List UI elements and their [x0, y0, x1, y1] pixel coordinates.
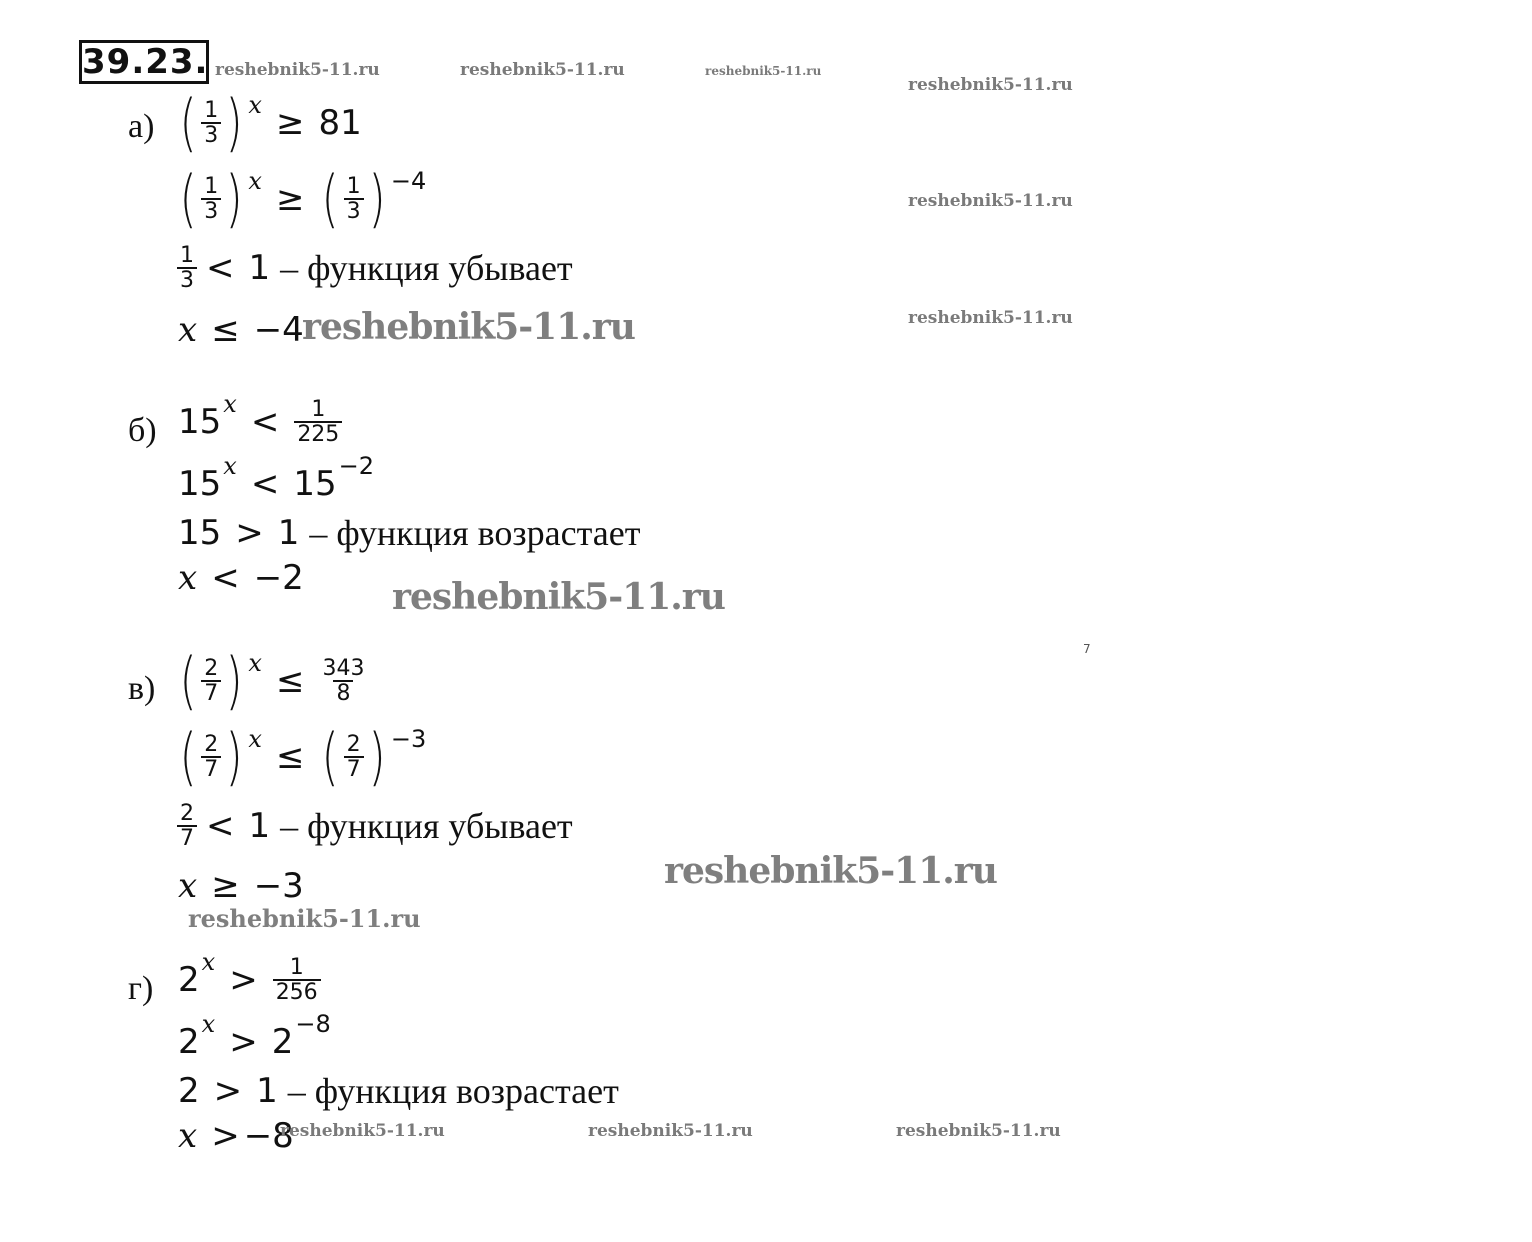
part-d-letter: г)	[128, 970, 154, 1007]
watermark: reshebnik5-11.ru	[392, 576, 725, 618]
watermark: reshebnik5-11.ru	[908, 191, 1073, 211]
watermark: reshebnik5-11.ru	[460, 60, 625, 80]
part-d-line-4: x > −8	[178, 1116, 294, 1156]
part-c-line-2: ( $\frac{2}{7}$ ) $^x$ ≤ ( $\frac{2}{7}$ ) $^{-3}$	[179, 720, 427, 793]
part-d-line-3: 2 > 1 – функция возрастает	[178, 1071, 619, 1111]
watermark: reshebnik5-11.ru	[908, 308, 1073, 328]
part-b-line-3: 15 > 1 – функция возрастает	[178, 513, 641, 553]
part-b-line-2: 15 $^x$ < 15 $^{-2}$	[178, 452, 374, 504]
watermark: reshebnik5-11.ru	[896, 1121, 1061, 1141]
part-a-line-2: ( $\frac{1}{3}$ ) $^x$ ≥ ( $\frac{1}{3}$ ) $^{-4}$	[179, 162, 427, 235]
watermark: reshebnik5-11.ru	[588, 1121, 753, 1141]
part-a-line-3: $\frac{1}{3}$ < 1 – функция убывает	[176, 244, 573, 292]
problem-number: 39.23.	[79, 40, 209, 84]
watermark: reshebnik5-11.ru	[215, 60, 380, 80]
part-c-line-1: ( $\frac{2}{7}$ ) $^x$ ≤ $\frac{343}{8}$	[179, 644, 365, 717]
part-b-line-1: 15 $^x$ < $\frac{1}{225}$	[178, 398, 343, 446]
part-a-line-1: ( $\frac{1}{3}$ ) $^x$ ≥ 81	[179, 86, 362, 159]
part-b-line-4: x < −2	[178, 558, 304, 598]
watermark: reshebnik5-11.ru	[188, 904, 421, 933]
part-d-line-2: 2 $^x$ > 2 $^{-8}$	[178, 1010, 331, 1062]
watermark: reshebnik5-11.ru	[908, 75, 1073, 95]
watermark: reshebnik5-11.ru	[705, 64, 822, 78]
watermark: reshebnik5-11.ru	[664, 850, 997, 892]
part-c-line-4: x ≥ −3	[178, 866, 304, 906]
part-c-line-3: $\frac{2}{7}$ < 1 – функция убывает	[176, 802, 573, 850]
part-c-letter: в)	[128, 670, 156, 707]
part-b-letter: б)	[128, 412, 157, 449]
stray-mark: 7	[1083, 642, 1091, 656]
part-d-line-1: 2 $^x$ > $\frac{1}{256}$	[178, 956, 322, 1004]
part-a-letter: а)	[128, 108, 155, 145]
watermark: reshebnik5-11.ru	[280, 1121, 445, 1141]
part-a-line-4: x ≤ −4	[178, 310, 304, 350]
watermark: reshebnik5-11.ru	[302, 306, 635, 348]
